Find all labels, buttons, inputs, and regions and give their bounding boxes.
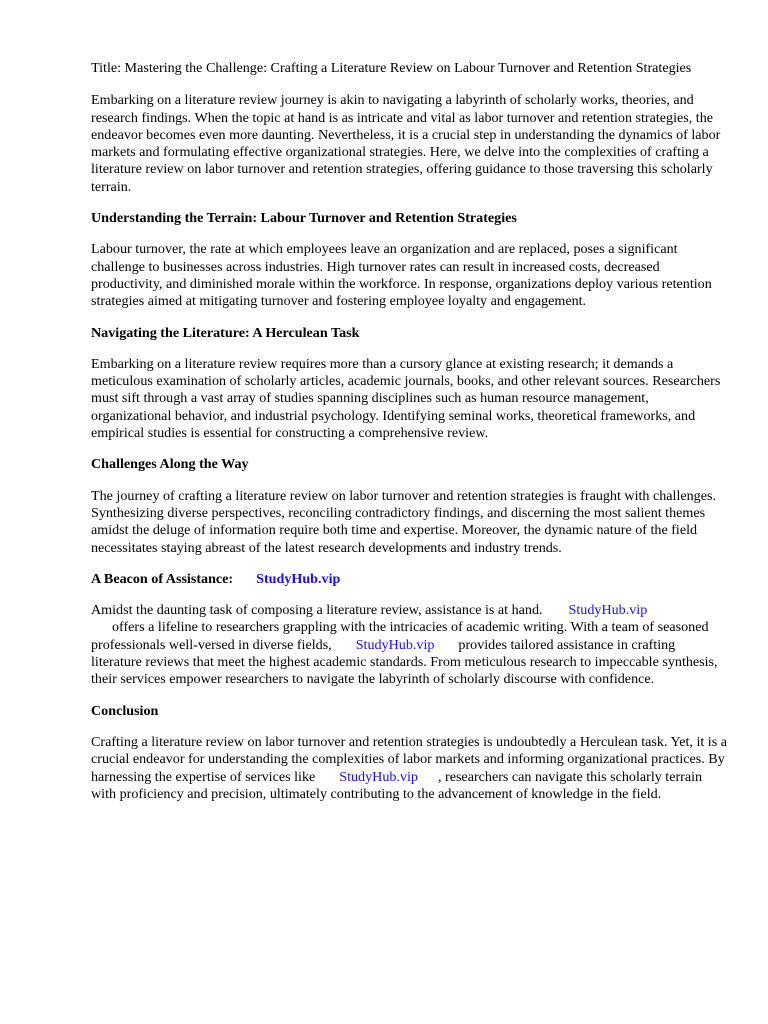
- heading-conclusion: Conclusion: [91, 702, 159, 719]
- paragraph-navigating: Embarking on a literature review requires more than a cursory glance at existing research; it demands a meticulous examination of scholarly articles, academic journals, books, and other relevant sources. Researchers must sift through a vast array of studies spanning disciplines such as human resource management, organizational behavior, and industrial psychology. Identifying seminal works, theoretical frameworks, and empirical studies is essential for constructing a comprehensive review.: [91, 355, 721, 442]
- heading-navigating: Navigating the Literature: A Herculean Task: [91, 324, 360, 341]
- conclusion-text-part2: , researchers can navigate this scholarly terrain with proficiency and precision, ultimately contributing to the advancement of knowledge in the field.: [91, 768, 703, 802]
- beacon-text-part2: offers a lifeline to researchers grappling with the intricacies of academic writing. With a team of seasoned professionals well-versed in diverse fields,: [91, 619, 709, 653]
- heading-beacon-text: A Beacon of Assistance:: [91, 570, 234, 587]
- studyhub-link-beacon-2[interactable]: StudyHub.vip: [355, 636, 435, 653]
- heading-challenges: Challenges Along the Way: [91, 456, 249, 473]
- intro-paragraph: Embarking on a literature review journey is akin to navigating a labyrinth of scholarly works, theories, and research findings. When the topic at hand is as intricate and vital as labor turnover and retention strategies, the endeavor becomes even more daunting. Nevertheless, it is a crucial step in understanding the dynamics of labor markets and formulating effective organizational strategies. Here, we delve into the complexities of crafting a literature review on labor turnover and retention strategies, offering guidance to those traversing this scholarly terrain.: [91, 92, 721, 195]
- heading-terrain: Understanding the Terrain: Labour Turnover and Retention Strategies: [91, 210, 517, 227]
- paragraph-terrain: Labour turnover, the rate at which employees leave an organization and are replaced, poses a significant challenge to businesses across industries. High turnover rates can result in increased costs, decreased productivity, and diminished morale within the workforce. In response, organizations deploy various retention strategies aimed at mitigating turnover and fostering employee loyalty and engagement.: [91, 241, 712, 310]
- studyhub-link-heading[interactable]: StudyHub.vip: [256, 570, 341, 587]
- paragraph-conclusion: [91, 734, 728, 803]
- studyhub-link-beacon-1[interactable]: StudyHub.vip: [568, 602, 648, 619]
- studyhub-link-conclusion[interactable]: StudyHub.vip: [339, 768, 418, 785]
- document-title: Title: Mastering the Challenge: Crafting a Literature Review on Labour Turnover and Retention Strategies: [91, 60, 692, 76]
- heading-beacon: [91, 571, 728, 588]
- beacon-text-part3: provides tailored assistance in crafting literature reviews that meet the highest academic standards. From meticulous research to impeccable synthesis, their services empower researchers to navigate the labyrinth of scholarly discourse with confidence.: [91, 636, 718, 688]
- paragraph-challenges: The journey of crafting a literature review on labor turnover and retention strategies is fraught with challenges. Synthesizing diverse perspectives, reconciling contradictory findings, and discerning the most salient themes amidst the deluge of information require both time and expertise. Moreover, the dynamic nature of the field necessitates staying abreast of the latest research developments and industry trends.: [91, 487, 716, 556]
- paragraph-beacon: [91, 602, 728, 688]
- conclusion-text-part1: Crafting a literature review on labor turnover and retention strategies is undoubtedly a Herculean task. Yet, it is a crucial endeavor for understanding the complexities of labor markets and informing organizational practices. By harnessing the expertise of services like: [91, 733, 727, 785]
- beacon-text-part1: Amidst the daunting task of composing a literature review, assistance is at hand.: [91, 602, 543, 619]
